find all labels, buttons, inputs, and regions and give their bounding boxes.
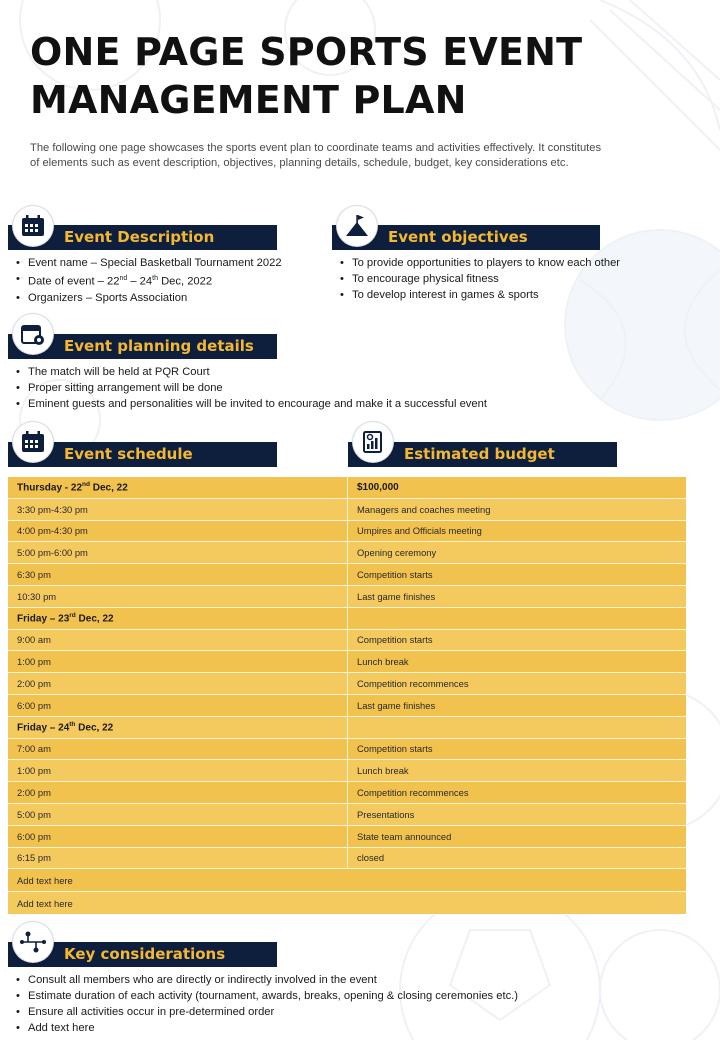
list-item: • To develop interest in games & sports — [340, 287, 620, 303]
bg-ball-icon — [600, 930, 720, 1040]
mountain-flag-icon — [337, 206, 377, 246]
event-date-sup-2: th — [152, 275, 158, 282]
table-row — [8, 499, 686, 521]
list-item: • Eminent guests and personalities will be invited to encourage and make it a successful event — [16, 396, 487, 412]
event-date-sup-1: nd — [119, 275, 128, 282]
calendar-gear-icon — [13, 314, 53, 354]
time-cell: 4:00 pm-4:30 pm — [8, 521, 348, 543]
list-item: • To provide opportunities to players to know each other — [340, 255, 620, 271]
day-1-label: Thursday - 22nd Dec, 22 — [8, 477, 348, 499]
empty-cell — [348, 608, 686, 630]
list-item: • Estimate duration of each activity (tournament, awards, breaks, opening & closing ceremonies etc.) — [16, 988, 518, 1004]
activity-cell: Competition starts — [348, 564, 686, 586]
activity-cell: Competition starts — [348, 739, 686, 761]
list-item: • Consult all members who are directly or indirectly involved in the event — [16, 972, 518, 988]
time-cell: 2:00 pm — [8, 673, 348, 695]
time-cell: 1:00 pm — [8, 760, 348, 782]
table-row-day-1 — [8, 477, 686, 499]
event-date-suffix: Dec, 2022 — [157, 275, 213, 288]
table-row-footer — [8, 869, 686, 892]
list-item: • To encourage physical fitness — [340, 271, 620, 287]
network-nodes-icon — [13, 922, 53, 962]
list-item: • Proper sitting arrangement will be done — [16, 380, 487, 396]
list-item: • Ensure all activities occur in pre-determined order — [16, 1004, 518, 1020]
table-row — [8, 739, 686, 761]
intro-text: The following one page showcases the sports event plan to coordinate teams and activities effectively. It constitutes of elements such as event description, objectives, planning details, schedule, budget, key considerations etc. — [30, 142, 602, 169]
table-row — [8, 804, 686, 826]
table-row — [8, 542, 686, 564]
activity-cell: Opening ceremony — [348, 542, 686, 564]
event-schedule-header: Event schedule — [8, 442, 277, 467]
event-objectives-header: Event objectives — [332, 225, 600, 250]
day-3-label: Friday – 24th Dec, 22 — [8, 717, 348, 739]
time-cell: 6:00 pm — [8, 826, 348, 848]
list-item: • Event name – Special Basketball Tournament 2022 — [16, 255, 282, 271]
calendar-icon — [13, 206, 53, 246]
time-cell: 6:00 pm — [8, 695, 348, 717]
table-row — [8, 848, 686, 870]
event-description-header: Event Description — [8, 225, 277, 250]
activity-cell: Umpires and Officials meeting — [348, 521, 686, 543]
table-row — [8, 521, 686, 543]
time-cell: 10:30 pm — [8, 586, 348, 608]
time-cell: 2:00 pm — [8, 782, 348, 804]
activity-cell: Competition recommences — [348, 673, 686, 695]
table-row — [8, 760, 686, 782]
table-row — [8, 673, 686, 695]
list-item: • Add text here — [16, 1020, 518, 1036]
event-planning-header: Event planning details — [8, 334, 277, 359]
time-cell: 7:00 am — [8, 739, 348, 761]
table-row — [8, 630, 686, 652]
list-item — [16, 271, 282, 290]
calendar-icon — [13, 422, 53, 462]
activity-cell: Competition recommences — [348, 782, 686, 804]
time-cell: 3:30 pm-4:30 pm — [8, 499, 348, 521]
schedule-table — [7, 476, 687, 915]
time-cell: 6:15 pm — [8, 848, 348, 870]
table-row — [8, 695, 686, 717]
table-row-day-3 — [8, 717, 686, 739]
time-cell: 5:00 pm-6:00 pm — [8, 542, 348, 564]
activity-cell: Last game finishes — [348, 586, 686, 608]
table-row — [8, 564, 686, 586]
key-considerations-header: Key considerations — [8, 942, 277, 967]
table-row — [8, 651, 686, 673]
table-row-footer — [8, 892, 686, 914]
list-item: • The match will be held at PQR Court — [16, 364, 487, 380]
day-2-label: Friday – 23rd Dec, 22 — [8, 608, 348, 630]
table-row — [8, 586, 686, 608]
event-objectives-list — [340, 255, 620, 303]
activity-cell: Competition starts — [348, 630, 686, 652]
time-cell: 6:30 pm — [8, 564, 348, 586]
activity-cell: Managers and coaches meeting — [348, 499, 686, 521]
page-title — [30, 28, 670, 124]
footer-cell: Add text here — [8, 892, 686, 914]
key-considerations-list — [16, 972, 518, 1036]
activity-cell: closed — [348, 848, 686, 870]
activity-cell: Last game finishes — [348, 695, 686, 717]
activity-cell: Lunch break — [348, 651, 686, 673]
activity-cell: State team announced — [348, 826, 686, 848]
title-line-1: ONE PAGE SPORTS EVENT — [30, 30, 583, 74]
table-row — [8, 826, 686, 848]
time-cell: 5:00 pm — [8, 804, 348, 826]
chart-report-icon — [353, 422, 393, 462]
table-row — [8, 782, 686, 804]
footer-cell: Add text here — [8, 869, 686, 892]
event-date-mid: – 24 — [127, 275, 153, 288]
activity-cell: Presentations — [348, 804, 686, 826]
estimated-budget-header: Estimated budget — [348, 442, 617, 467]
empty-cell — [348, 717, 686, 739]
time-cell: 9:00 am — [8, 630, 348, 652]
time-cell: 1:00 pm — [8, 651, 348, 673]
list-item: • Organizers – Sports Association — [16, 290, 282, 306]
event-description-list — [16, 255, 282, 306]
event-planning-list — [16, 364, 487, 412]
title-line-2: MANAGEMENT PLAN — [30, 78, 467, 122]
budget-amount: $100,000 — [348, 477, 686, 499]
event-date-prefix: Date of event – 22 — [28, 275, 120, 288]
activity-cell: Lunch break — [348, 760, 686, 782]
table-row-day-2 — [8, 608, 686, 630]
